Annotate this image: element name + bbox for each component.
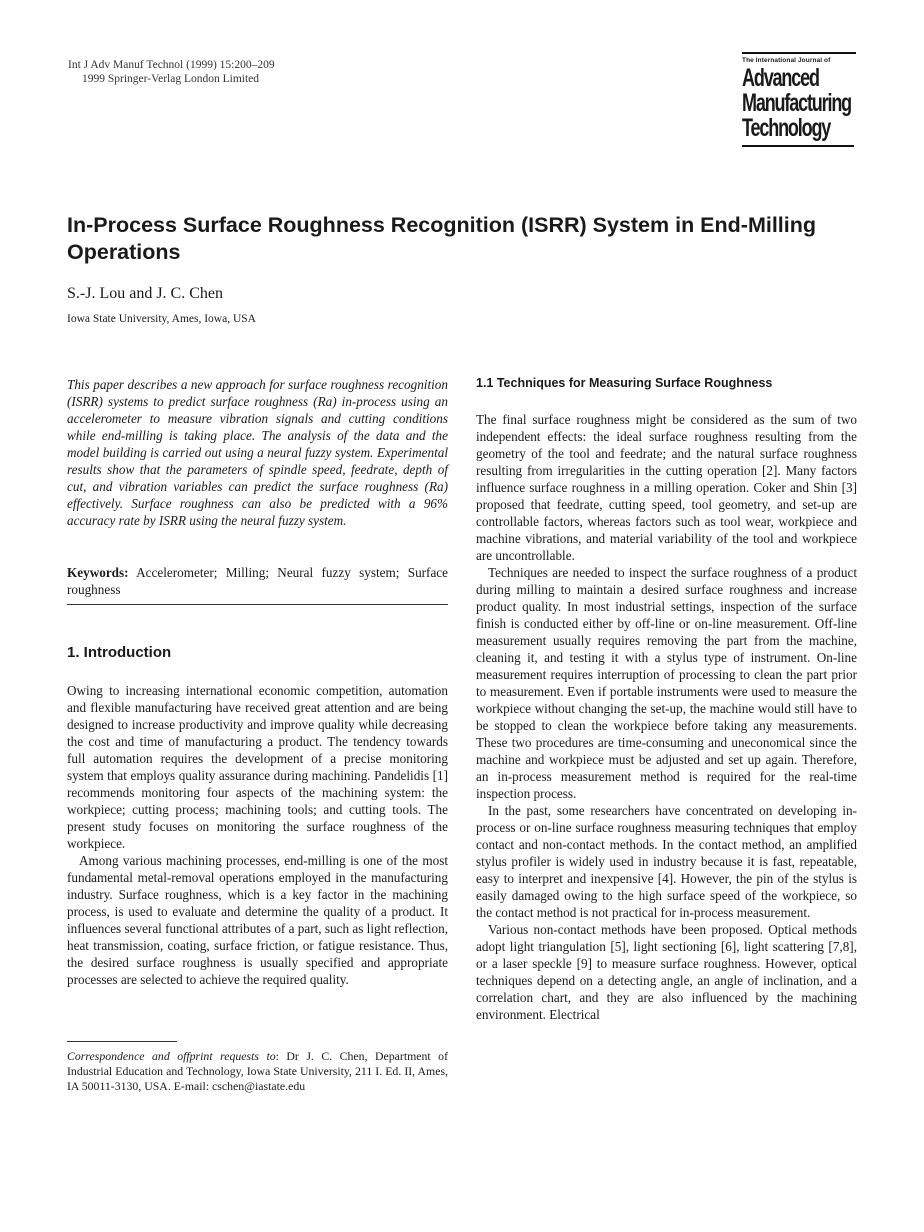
paragraph: In the past, some researchers have concentrated on developing in-process or on-line surface roughness measuring techniques that employ contact and non-contact methods. In the contact method, an amplified stylus profiler is widely used in industry because it is fast, repeatable, easy to interpret and inexpensive [4]. However, the pin of the stylus is easily damaged owing to the high surface speed of the workpiece, so the contact method is not practical for in-process measurement. xyxy=(476,803,857,920)
paragraph: Various non-contact methods have been proposed. Optical methods adopt light triangulation [5], light sectioning [6], light scattering [7,8], or a laser speckle [9] to measure surface roughness. However, optical techniques depend on a detecting angle, an angle of inclination, and a correlation chart, and they are also influenced by the machining environment. Electrical xyxy=(476,922,857,1022)
logo-line-1: Advanced xyxy=(742,64,819,92)
journal-citation-block xyxy=(68,58,275,86)
abstract: This paper describes a new approach for surface roughness recognition (ISRR) systems to predict surface roughness (Ra) in-process using an accelerometer to measure vibration signals and cutting conditions while end-milling is taking place. The analysis of the data and the model building is carried out using a neural fuzzy system. Experimental results show that the parameters of spindle speed, feedrate, depth of cut, and vibration variables can predict the surface roughness (Ra) effectively. Surface roughness can also be predicted with a 96% accuracy rate by ISRR using the neural fuzzy system. xyxy=(67,377,448,528)
paragraph: The final surface roughness might be considered as the sum of two independent effects: the ideal surface roughness resulting from the geometry of the tool and feedrate; and the natural surface roughness resulting from irregularities in the cutting operation [2]. Many factors influence surface roughness in a milling operation. Coker and Shin [3] proposed that feedrate, cutting speed, tool geometry, and set-up are controllable factors, whereas factors such as tool wear, workpiece and machine vibrations, and material variability of the tool and workpiece are uncontrollable. xyxy=(476,412,857,563)
paragraph: Owing to increasing international economic competition, automation and flexible manufacturing have received great attention and are being designed to increase productivity and improve quality while decreasing the cost and time of manufacturing a product. The tendency towards full automation requires the development of a precise monitoring system that employs quality assurance during machining. Pandelidis [1] recommends monitoring four aspects of the machining system: the workpiece; cutting process; machining tools; and cutting tools. The present study focuses on monitoring the surface roughness of the workpiece. xyxy=(67,683,448,851)
paragraph: Among various machining processes, end-milling is one of the most fundamental metal-removal operations employed in the manufacturing industry. Surface roughness, which is a key factor in the machining process, is used to evaluate and determine the quality of a product. It influences several functional attributes of a part, such as light reflection, heat transmission, coating, surface friction, or fatigue resistance. Thus, the desired surface roughness is usually specified and appropriate processes are selected to achieve the required quality. xyxy=(67,853,448,987)
paper-title: In-Process Surface Roughness Recognition (ISRR) System in End-Milling Operations xyxy=(67,213,817,264)
affiliation: Iowa State University, Ames, Iowa, USA xyxy=(67,313,256,325)
correspondence-note xyxy=(67,1049,448,1094)
footnote-divider xyxy=(67,1041,177,1042)
journal-logo xyxy=(742,52,856,147)
section-1-1-body xyxy=(476,411,857,1023)
correspondence-label: Correspondence and offprint requests to xyxy=(67,1049,276,1063)
correspondence-text: : Dr J. C. Chen, Department of Industrial Education and Technology, Iowa State University, 211 I. Ed. II, Ames, IA 50011-3130, USA. E-mail: cschen@iastate.edu xyxy=(67,1049,449,1093)
logo-bottom-rule xyxy=(742,145,854,147)
journal-citation: Int J Adv Manuf Technol (1999) 15:200–209 xyxy=(68,59,275,71)
logo-line-3: Technology xyxy=(742,114,831,142)
copyright-text: 1999 Springer-Verlag London Limited xyxy=(82,73,260,85)
introduction-body xyxy=(67,682,448,988)
abstract-divider xyxy=(67,604,448,605)
paragraph: Techniques are needed to inspect the surface roughness of a product during milling to maintain a desired surface roughness and increase product quality. In most industrial settings, inspection of the surface finish is conducted either by off-line or on-line measurement. Off-line measurement usually requires removing the part from the machine, cleaning it, and testing it with a stylus type of instrument. On-line measurement requires interruption of processing to clean the part prior to measurement. Even if portable instruments were used to measure the workpiece without changing the set-up, the machine would still have to be stopped to clean the workpiece before taking any measurements. These two procedures are time-consuming and uneconomical since the machine and workpiece must be adjusted and set up again. Therefore, an in-process measurement method is required for the real-time inspection process. xyxy=(476,565,857,801)
logo-top-rule xyxy=(742,52,856,54)
logo-line-2: Manufacturing xyxy=(742,89,852,117)
logo-small-text: The International Journal of xyxy=(742,57,831,64)
copyright-line xyxy=(68,72,275,86)
section-heading-1-1: 1.1 Techniques for Measuring Surface Roughness xyxy=(476,376,773,390)
authors: S.-J. Lou and J. C. Chen xyxy=(67,285,223,302)
keywords-label: Keywords: xyxy=(67,565,129,580)
keywords-text: Accelerometer; Milling; Neural fuzzy system; Surface roughness xyxy=(67,565,449,597)
section-heading-introduction: 1. Introduction xyxy=(67,644,172,661)
keywords xyxy=(67,564,448,598)
